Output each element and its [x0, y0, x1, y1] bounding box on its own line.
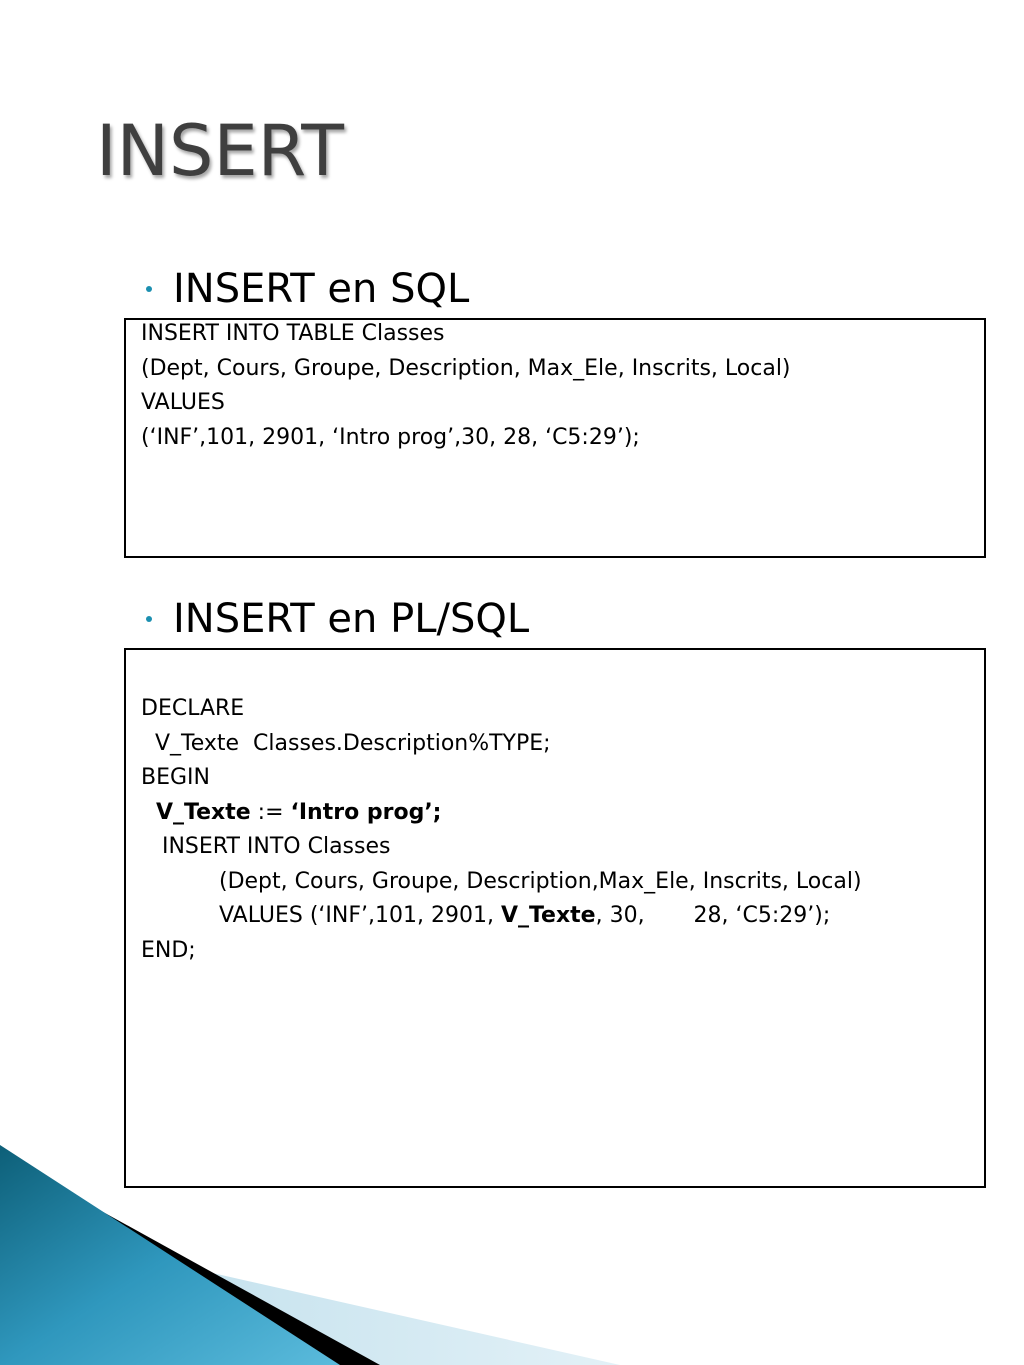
code-line: INSERT INTO TABLE Classes: [141, 321, 445, 346]
corner-decoration: [0, 1145, 620, 1365]
assign-variable: V_Texte: [156, 799, 251, 825]
code-line-insert-into: INSERT INTO Classes: [141, 834, 391, 859]
code-line-end: END;: [141, 937, 196, 963]
code-line-declare: DECLARE: [141, 696, 245, 721]
values-variable: V_Texte: [500, 903, 596, 928]
section-heading-sql: INSERT en SQL: [173, 266, 470, 312]
code-line-begin: BEGIN: [141, 765, 210, 790]
code-line: (‘INF’,101, 2901, ‘Intro prog’,30, 28, ‘C5:29’);: [141, 424, 640, 450]
sql-code-box: [124, 318, 986, 558]
code-line: (Dept, Cours, Groupe, Description, Max_Ele, Inscrits, Local): [141, 355, 791, 381]
section-heading-plsql: INSERT en PL/SQL: [173, 596, 530, 642]
code-line-columns: (Dept, Cours, Groupe, Description,Max_Ele, Inscrits, Local): [219, 868, 862, 894]
values-suffix: , 30, 28, ‘C5:29’);: [595, 903, 831, 928]
code-line-assign: [141, 796, 984, 831]
slide-title: INSERT: [96, 110, 344, 192]
values-prefix: VALUES (‘INF’,101, 2901,: [219, 903, 501, 928]
plsql-code-box: [124, 648, 986, 1188]
code-line-var-decl: V_Texte Classes.Description%TYPE;: [141, 730, 551, 756]
code-line: VALUES: [141, 390, 225, 415]
assign-value: ‘Intro prog’;: [290, 799, 442, 825]
bullet-icon: [146, 616, 152, 622]
bullet-icon: [146, 286, 152, 292]
assign-operator: :=: [250, 799, 291, 825]
section-plsql: [146, 594, 529, 644]
section-sql: [146, 264, 469, 314]
code-line-values: [141, 899, 984, 934]
